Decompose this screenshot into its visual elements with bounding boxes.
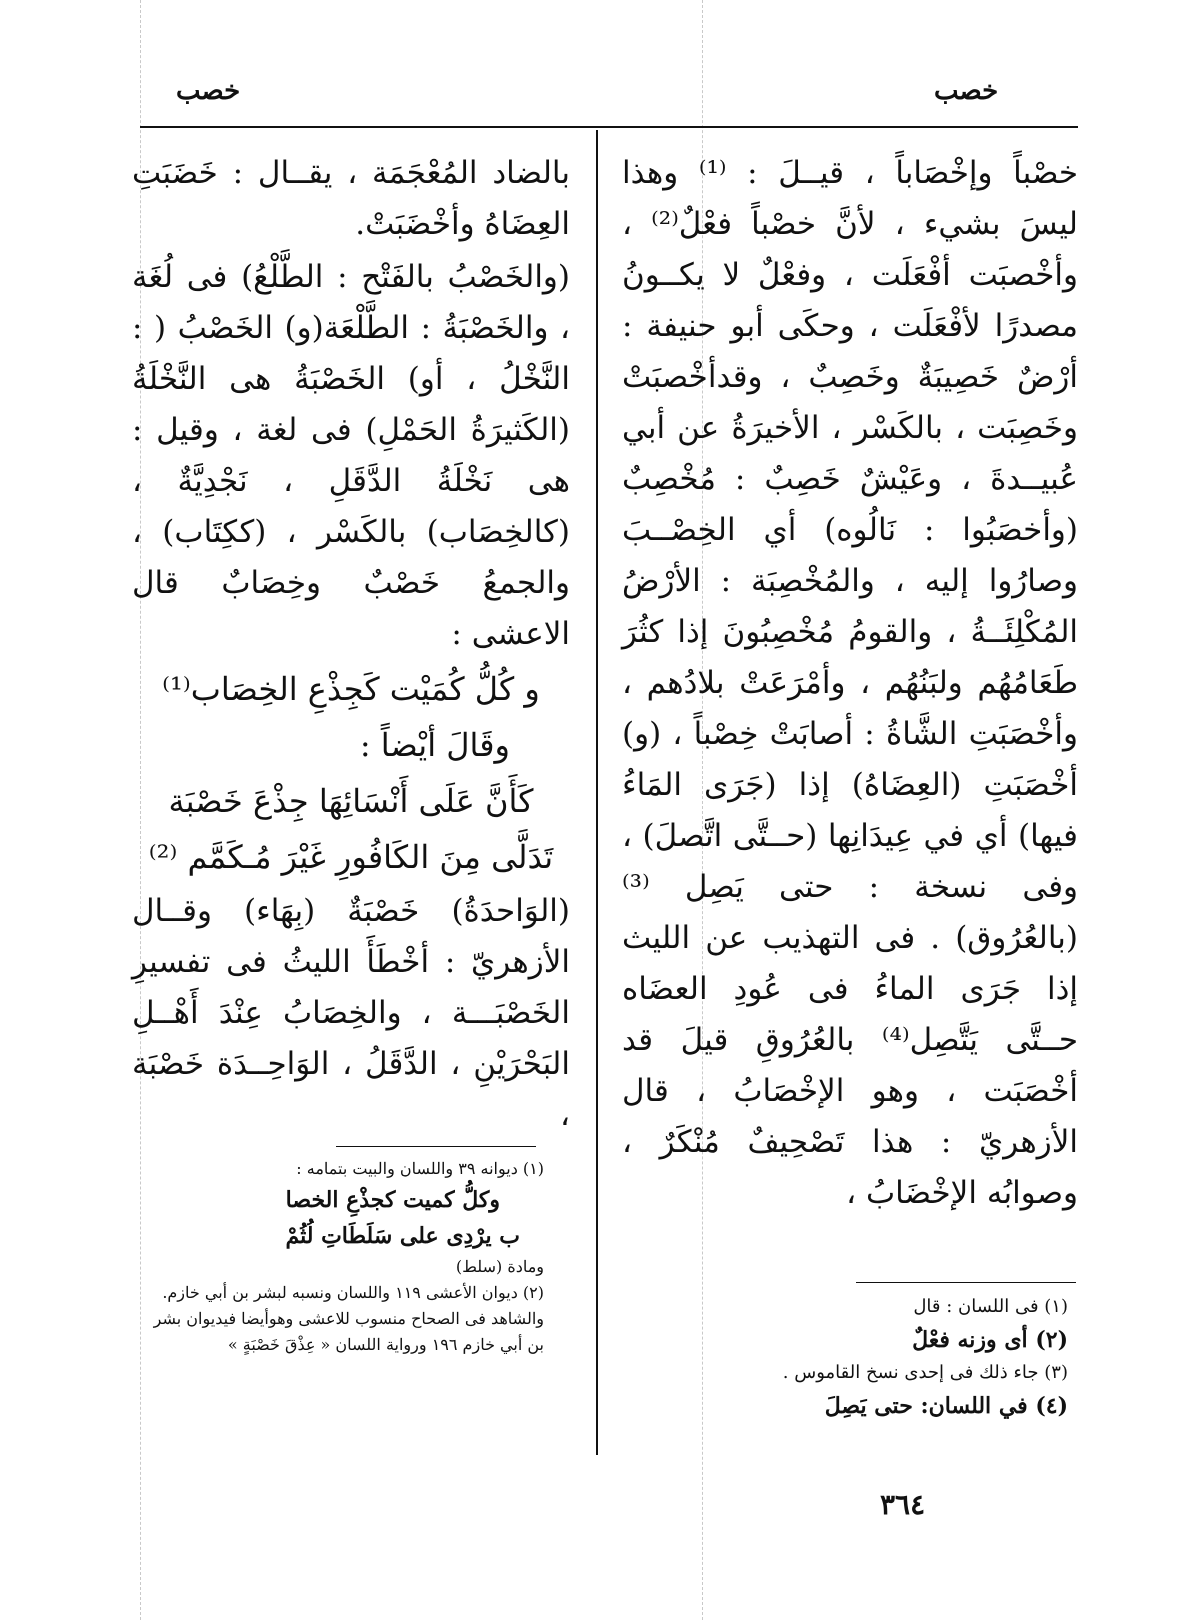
footnote-text: ديوانه ٣٩ واللسان والبيت بتمامه : [296,1159,518,1178]
footnote-note: ومادة (سلط) [455,1257,544,1276]
verse-line: كَأَنَّ عَلَى أَنْسَائِهَا جِذْعَ خَصْبَة [168,782,534,820]
left-column [132,148,570,1143]
left-column-paragraph: (والخَصْبُ بالفَتْح : الطَّلْعُ) فى لُغَة ، والخَصْبَةُ : الطَّلْعَة(و) الخَصْبُ ( : النَّخْلُ ، أو) الخَصْبَةُ هى النَّخْلَةُ (الكَثيرَةُ الحَمْلِ) فى لغة ، وقيل : هى نَخْلَةُ الدَّقَلِ ، نَجْدِيَّةٌ ، (كالخِصَاب) بالكَسْر ، (ككِتَاب) ، والجمعُ خَصْبٌ وخِصَابٌ قال الاعشى : [132,259,570,652]
footnote-right-1: (١) فى اللسان : قال [913,1296,1068,1317]
left-column-paragraph: (الوَاحدَةُ) خَصْبَةٌ (بِهَاء) وقــال الأزهريّ : أخْطَأَ الليثُ فى تفسيرِ الخَصْبَـــة ، والخِصَابُ عِنْدَ أَهْــلِ البَحْرَيْنِ ، الدَّقَلُ ، الوَاحِــدَة خَصْبَة ، [132,893,570,1133]
footnote-verse: ب يرْدِى على سَلَطَاتِ لُثُمْ [285,1223,520,1249]
footnote-left-2 [132,1280,544,1358]
footnote-right-3: (٣) جاء ذلك فى إحدى نسخ القاموس . [782,1362,1068,1383]
footnote-rule-left [336,1146,536,1147]
left-column-paragraph: بالضاد المُعْجَمَة ، يقــال : خَضَبَتِ العِضَاهُ وأخْضَبَتْ. [132,155,570,242]
footnote-label: (١) [522,1159,544,1178]
footnote-label: (٢) [522,1283,544,1302]
running-header-left: خصب [176,76,241,106]
footnote-text: ديوان الأعشى ١١٩ واللسان ونسبه لبشر بن أبي خازم. والشاهد فى الصحاح منسوب للاعشى وهوأيضا فيديوان بشر بن أبي خازم ١٩٦ ورواية اللسان « عِذْقَ خَصْبَةٍ » [153,1283,544,1354]
column-separator [596,130,598,1455]
verse-line: تَدَلَّى مِنَ الكَافُورِ غَيْرَ مُـكَمَّم ⁽²⁾ [148,838,554,876]
footnote-rule-right [856,1282,1076,1283]
running-header-right: خصب [934,76,999,106]
verse-intro: وقَالَ أيْضاً : [359,726,510,764]
verse-line: و كُلُّ كُمَيْت كَجِذْعِ الخِصَاب⁽¹⁾ [162,670,540,708]
footnote-verse: وكلُّ كميت كجذْعِ الخصا [285,1187,500,1213]
footnotes-left [132,1156,544,1358]
footnotes-right [622,1292,1068,1424]
footnote-right-2: (٢) أى وزنه فعْلٌ [912,1327,1068,1353]
footnote-right-4: (٤) في اللسان: حتى يَصِلَ [824,1393,1068,1419]
right-column [622,148,1078,1221]
right-column-paragraph: خصْباً وإخْصَاباً ، قيــلَ : ⁽¹⁾ وهذا ليسَ بشيء ، لأنَّ خصْباً فعْلٌ⁽²⁾ ، وأخْصبَت أفْعَلَت ، وفعْلٌ لا يكــونُ مصدرًا لأفْعَلَت ، وحكَى أبو حنيفة : أرْضٌ خَصِيبَةٌ وخَصِبٌ ، وقدأخْصبَتْ وخَصِبَت ، بالكَسْر ، الأخيرَةُ عن أبي عُبيــدةَ ، وعَيْشٌ خَصِبٌ : مُخْصِبٌ (وأخصَبُوا : نَالُوه) أي الخِصْــبَ وصارُوا إليه ، والمُخْصِبَة : الأرْضُ المُكْلِئَــةُ ، والقومُ مُخْصِبُونَ إذا كثُرَ طَعَامُهُم ولبَنُهُم ، وأمْرَعَتْ بلادُهم ، وأخْصَبَتِ الشَّاةُ : أصابَتْ خِصْباً ، (و) أخْصَبَتِ (العِضَاهُ) إذا (جَرَى المَاءُ فيها) أي في عِيدَانِها (حــتَّى اتَّصلَ) ، وفى نسخة : حتى يَصِل ⁽³⁾ (بالعُرُوق) . فى التهذيب عن الليث إذا جَرَى الماءُ فى عُودِ العضَاه حــتَّى يَتَّصِل⁽⁴⁾ بالعُرُوقِ قيلَ قد أخْصَبَت ، وهو الإخْصَابُ ، قال الأزهريّ : هذا تَصْحِيفٌ مُنْكَرٌ ، وصوابُه الإخْضَابُ ، [622,155,1078,1211]
header-rule [140,126,1078,128]
page-number: ٣٦٤ [880,1488,926,1521]
footnote-left-1 [132,1156,544,1182]
